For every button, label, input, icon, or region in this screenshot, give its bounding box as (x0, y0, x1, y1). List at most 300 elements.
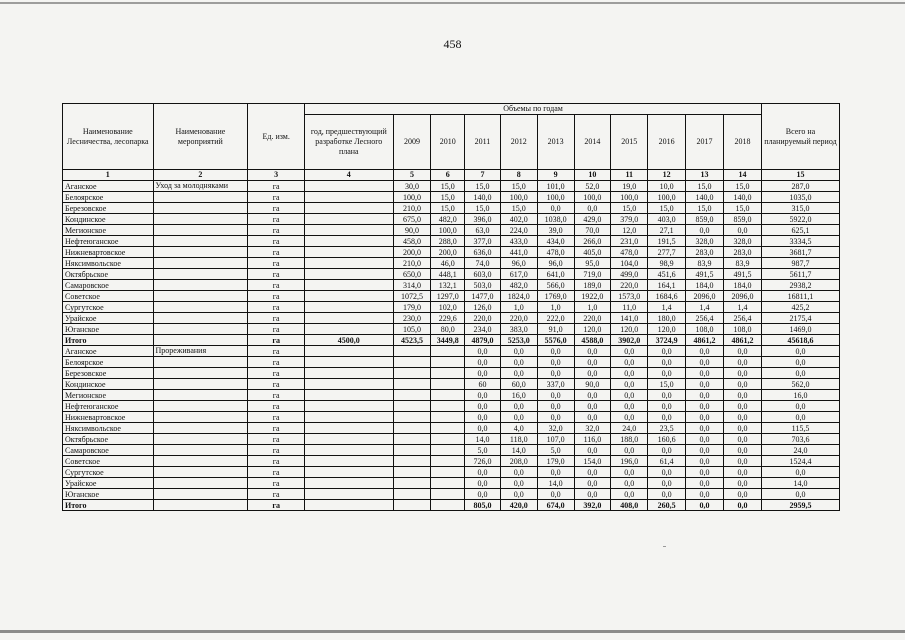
year-value: 208,0 (500, 456, 537, 467)
activity-cell (153, 401, 248, 412)
prev-year-value (305, 258, 393, 269)
forestry-name: Белоярское (63, 357, 154, 368)
prev-year-value (305, 412, 393, 423)
year-value: 0,0 (611, 401, 648, 412)
year-value: 107,0 (537, 434, 574, 445)
year-value: 0,0 (648, 357, 686, 368)
forestry-name: Нижневартовское (63, 412, 154, 423)
total-value: 2938,2 (761, 280, 839, 291)
year-value: 420,0 (500, 500, 537, 511)
col-number: 3 (248, 170, 305, 181)
prev-year-value (305, 379, 393, 390)
table-row (63, 291, 840, 302)
activity-cell (153, 324, 248, 335)
year-value: 0,0 (574, 390, 611, 401)
year-value: 1,4 (686, 302, 724, 313)
year-value: 402,0 (500, 214, 537, 225)
table-row (63, 192, 840, 203)
year-value (393, 456, 431, 467)
year-value: 1477,0 (465, 291, 501, 302)
forestry-name: Сургутское (63, 302, 154, 313)
total-value: 0,0 (761, 346, 839, 357)
year-value: 2096,0 (723, 291, 761, 302)
unit-cell: га (248, 324, 305, 335)
activity-cell (153, 467, 248, 478)
year-value: 15,0 (500, 203, 537, 214)
col-header-forestry: Наименование Лесничества, лесопарка (63, 104, 154, 170)
year-value (393, 423, 431, 434)
table-row (63, 445, 840, 456)
year-value (431, 423, 465, 434)
year-value: 405,0 (574, 247, 611, 258)
table-row (63, 379, 840, 390)
year-value: 140,0 (465, 192, 501, 203)
year-value: 164,1 (648, 280, 686, 291)
year-value: 39,0 (537, 225, 574, 236)
year-value: 90,0 (393, 225, 431, 236)
year-value: 482,0 (500, 280, 537, 291)
year-value: 126,0 (465, 302, 501, 313)
year-value: 1,0 (574, 302, 611, 313)
year-value: 674,0 (537, 500, 574, 511)
year-value (431, 434, 465, 445)
forestry-name: Урайское (63, 478, 154, 489)
col-number: 5 (393, 170, 431, 181)
year-value (393, 412, 431, 423)
year-value: 0,0 (611, 390, 648, 401)
prev-year-value (305, 368, 393, 379)
year-value: 408,0 (611, 500, 648, 511)
table-row (63, 401, 840, 412)
year-value: 14,0 (500, 445, 537, 456)
unit-cell: га (248, 478, 305, 489)
prev-year-value (305, 236, 393, 247)
year-value: 5,0 (465, 445, 501, 456)
year-value: 98,9 (648, 258, 686, 269)
year-value: 0,0 (686, 357, 724, 368)
page-edge-bottom (0, 630, 905, 633)
year-value: 196,0 (611, 456, 648, 467)
col-number: 7 (465, 170, 501, 181)
year-value: 0,0 (465, 467, 501, 478)
table-row (63, 214, 840, 225)
activity-cell (153, 445, 248, 456)
year-value: 0,0 (611, 478, 648, 489)
prev-year-value (305, 214, 393, 225)
year-value: 403,0 (648, 214, 686, 225)
year-value: 16,0 (500, 390, 537, 401)
prev-year-value (305, 280, 393, 291)
year-value: 95,0 (574, 258, 611, 269)
activity-cell (153, 236, 248, 247)
year-value: 224,0 (500, 225, 537, 236)
total-value: 1524,4 (761, 456, 839, 467)
year-value: 0,0 (574, 467, 611, 478)
year-value: 1769,0 (537, 291, 574, 302)
year-value: 1,4 (723, 302, 761, 313)
unit-cell: га (248, 258, 305, 269)
col-header-year: 2018 (723, 115, 761, 170)
prev-year-value (305, 489, 393, 500)
year-value: 1684,6 (648, 291, 686, 302)
unit-cell: га (248, 489, 305, 500)
year-value: 15,0 (500, 181, 537, 192)
total-value: 16,0 (761, 390, 839, 401)
scan-speck (663, 546, 666, 547)
unit-cell: га (248, 390, 305, 401)
activity-cell (153, 368, 248, 379)
year-value: 60 (465, 379, 501, 390)
year-value: 189,0 (574, 280, 611, 291)
col-header-year: 2011 (465, 115, 501, 170)
table-header (63, 104, 840, 181)
year-value (431, 500, 465, 511)
year-value: 15,0 (723, 203, 761, 214)
col-header-prev-year: год, предшествующий разработке Лесного плана (305, 115, 393, 170)
prev-year-value (305, 247, 393, 258)
activity-cell (153, 379, 248, 390)
year-value: 3902,0 (611, 335, 648, 346)
year-value: 0,0 (537, 489, 574, 500)
year-value: 256,4 (686, 313, 724, 324)
year-value: 0,0 (500, 478, 537, 489)
year-value: 210,0 (393, 203, 431, 214)
prev-year-value (305, 269, 393, 280)
year-value: 0,0 (574, 412, 611, 423)
year-value (431, 401, 465, 412)
col-header-year: 2012 (500, 115, 537, 170)
table-row (63, 390, 840, 401)
year-value: 0,0 (537, 203, 574, 214)
total-value: 14,0 (761, 478, 839, 489)
year-value: 0,0 (574, 478, 611, 489)
col-header-year: 2016 (648, 115, 686, 170)
year-value: 283,0 (686, 247, 724, 258)
year-value: 0,0 (500, 368, 537, 379)
year-value: 0,0 (723, 456, 761, 467)
total-value: 5611,7 (761, 269, 839, 280)
year-value: 859,0 (686, 214, 724, 225)
year-value: 0,0 (574, 346, 611, 357)
prev-year-value (305, 478, 393, 489)
year-value: 641,0 (537, 269, 574, 280)
total-value: 3681,7 (761, 247, 839, 258)
activity-cell (153, 192, 248, 203)
year-value: 0,0 (723, 346, 761, 357)
activity-cell (153, 258, 248, 269)
year-value: 0,0 (686, 368, 724, 379)
year-value (393, 346, 431, 357)
forestry-name: Самаровское (63, 280, 154, 291)
year-value: 100,0 (393, 192, 431, 203)
year-value: 458,0 (393, 236, 431, 247)
year-value: 0,0 (648, 445, 686, 456)
prev-year-value (305, 434, 393, 445)
year-value: 234,0 (465, 324, 501, 335)
year-value: 337,0 (537, 379, 574, 390)
year-value: 83,9 (686, 258, 724, 269)
year-value: 179,0 (393, 302, 431, 313)
year-value: 15,0 (431, 203, 465, 214)
year-value: 4861,2 (686, 335, 724, 346)
prev-year-value (305, 324, 393, 335)
year-value: 184,0 (723, 280, 761, 291)
year-value: 100,0 (500, 192, 537, 203)
year-value: 0,0 (723, 225, 761, 236)
year-value: 0,0 (648, 390, 686, 401)
column-number-row (63, 170, 840, 181)
year-value: 0,0 (723, 412, 761, 423)
year-value: 4861,2 (723, 335, 761, 346)
col-number: 12 (648, 170, 686, 181)
year-value: 859,0 (723, 214, 761, 225)
year-value: 603,0 (465, 269, 501, 280)
year-value: 1573,0 (611, 291, 648, 302)
year-value: 0,0 (686, 467, 724, 478)
year-value: 61,4 (648, 456, 686, 467)
col-header-year: 2017 (686, 115, 724, 170)
year-value: 0,0 (465, 390, 501, 401)
year-value (393, 434, 431, 445)
year-value: 396,0 (465, 214, 501, 225)
prev-year-value (305, 467, 393, 478)
total-value: 0,0 (761, 412, 839, 423)
year-value: 23,5 (648, 423, 686, 434)
activity-cell (153, 423, 248, 434)
activity-cell (153, 390, 248, 401)
year-value: 0,0 (537, 467, 574, 478)
year-value: 60,0 (500, 379, 537, 390)
year-value: 0,0 (537, 357, 574, 368)
year-value: 0,0 (574, 357, 611, 368)
year-value: 434,0 (537, 236, 574, 247)
year-value: 0,0 (686, 478, 724, 489)
year-value: 1,0 (500, 302, 537, 313)
year-value: 0,0 (611, 346, 648, 357)
forestry-name: Нефтеюганское (63, 401, 154, 412)
unit-cell: га (248, 357, 305, 368)
year-value: 12,0 (611, 225, 648, 236)
year-value (393, 489, 431, 500)
year-value: 0,0 (723, 478, 761, 489)
unit-cell: га (248, 335, 305, 346)
year-value: 328,0 (723, 236, 761, 247)
year-value: 100,0 (648, 192, 686, 203)
unit-cell: га (248, 346, 305, 357)
year-value: 120,0 (648, 324, 686, 335)
year-value: 90,0 (574, 379, 611, 390)
year-value: 15,0 (648, 379, 686, 390)
unit-cell: га (248, 280, 305, 291)
year-value: 191,5 (648, 236, 686, 247)
prev-year-value (305, 390, 393, 401)
prev-year-value (305, 302, 393, 313)
activity-name: Прореживания (153, 346, 248, 357)
year-value: 220,0 (611, 280, 648, 291)
prev-year-value (305, 357, 393, 368)
year-value: 392,0 (574, 500, 611, 511)
year-value: 154,0 (574, 456, 611, 467)
activity-cell (153, 500, 248, 511)
year-value: 15,0 (648, 203, 686, 214)
year-value: 0,0 (686, 401, 724, 412)
total-value: 987,7 (761, 258, 839, 269)
year-value: 0,0 (723, 401, 761, 412)
total-value: 0,0 (761, 489, 839, 500)
year-value: 104,0 (611, 258, 648, 269)
year-value: 277,7 (648, 247, 686, 258)
prev-year-value (305, 313, 393, 324)
total-value: 24,0 (761, 445, 839, 456)
total-value: 45618,6 (761, 335, 839, 346)
activity-cell (153, 456, 248, 467)
prev-year-value (305, 456, 393, 467)
year-value: 451,6 (648, 269, 686, 280)
col-number: 11 (611, 170, 648, 181)
year-value: 63,0 (465, 225, 501, 236)
year-value: 102,0 (431, 302, 465, 313)
year-value (431, 456, 465, 467)
table-row (63, 280, 840, 291)
year-value: 91,0 (537, 324, 574, 335)
year-value: 288,0 (431, 236, 465, 247)
year-value: 83,9 (723, 258, 761, 269)
year-value: 24,0 (611, 423, 648, 434)
year-value: 0,0 (500, 346, 537, 357)
activity-cell (153, 489, 248, 500)
year-value: 0,0 (537, 412, 574, 423)
unit-cell: га (248, 203, 305, 214)
forestry-name: Итого (63, 500, 154, 511)
col-header-volumes-by-year: Объемы по годам (305, 104, 762, 115)
prev-year-value (305, 225, 393, 236)
year-value: 0,0 (686, 456, 724, 467)
table-row (63, 247, 840, 258)
year-value (431, 357, 465, 368)
unit-cell: га (248, 291, 305, 302)
year-value: 3724,9 (648, 335, 686, 346)
year-value: 14,0 (537, 478, 574, 489)
prev-year-value (305, 500, 393, 511)
forestry-name: Мегионское (63, 225, 154, 236)
year-value: 0,0 (723, 390, 761, 401)
year-value: 433,0 (500, 236, 537, 247)
year-value: 101,0 (537, 181, 574, 192)
year-value (393, 478, 431, 489)
forestry-name: Октябрьское (63, 269, 154, 280)
year-value: 482,0 (431, 214, 465, 225)
year-value: 719,0 (574, 269, 611, 280)
year-value: 0,0 (500, 489, 537, 500)
year-value: 4,0 (500, 423, 537, 434)
col-number: 1 (63, 170, 154, 181)
total-value: 1469,0 (761, 324, 839, 335)
year-value: 636,0 (465, 247, 501, 258)
year-value: 52,0 (574, 181, 611, 192)
year-value (431, 478, 465, 489)
total-value: 287,0 (761, 181, 839, 192)
col-header-year: 2014 (574, 115, 611, 170)
year-value (393, 357, 431, 368)
year-value: 1,4 (648, 302, 686, 313)
year-value: 499,0 (611, 269, 648, 280)
year-value: 141,0 (611, 313, 648, 324)
year-value: 0,0 (465, 357, 501, 368)
forestry-name: Аганское (63, 346, 154, 357)
year-value: 15,0 (611, 203, 648, 214)
table-row (63, 478, 840, 489)
unit-cell: га (248, 368, 305, 379)
total-value: 3334,5 (761, 236, 839, 247)
col-header-year: 2010 (431, 115, 465, 170)
year-value (431, 379, 465, 390)
year-value: 0,0 (574, 489, 611, 500)
year-value: 0,0 (686, 390, 724, 401)
year-value: 260,5 (648, 500, 686, 511)
unit-cell: га (248, 423, 305, 434)
year-value: 0,0 (686, 346, 724, 357)
year-value: 5576,0 (537, 335, 574, 346)
unit-cell: га (248, 401, 305, 412)
table-row (63, 324, 840, 335)
year-value: 32,0 (537, 423, 574, 434)
year-value: 0,0 (611, 467, 648, 478)
table-body (63, 181, 840, 511)
unit-cell: га (248, 412, 305, 423)
year-value (431, 467, 465, 478)
year-value: 0,0 (500, 412, 537, 423)
year-value: 0,0 (500, 357, 537, 368)
year-value: 105,0 (393, 324, 431, 335)
prev-year-value (305, 445, 393, 456)
year-value (393, 401, 431, 412)
forestry-name: Юганское (63, 324, 154, 335)
year-value: 0,0 (465, 478, 501, 489)
year-value: 0,0 (537, 401, 574, 412)
col-number: 13 (686, 170, 724, 181)
forestry-name: Советское (63, 456, 154, 467)
total-value: 562,0 (761, 379, 839, 390)
year-value: 0,0 (611, 412, 648, 423)
col-header-year: 2013 (537, 115, 574, 170)
year-value: 220,0 (574, 313, 611, 324)
year-value: 328,0 (686, 236, 724, 247)
year-value: 15,0 (431, 192, 465, 203)
year-value: 32,0 (574, 423, 611, 434)
year-value: 30,0 (393, 181, 431, 192)
total-value: 0,0 (761, 467, 839, 478)
unit-cell: га (248, 445, 305, 456)
year-value: 15,0 (431, 181, 465, 192)
year-value: 0,0 (574, 368, 611, 379)
year-value: 160,6 (648, 434, 686, 445)
year-value: 14,0 (465, 434, 501, 445)
year-value: 220,0 (465, 313, 501, 324)
forestry-name: Кондинское (63, 379, 154, 390)
year-value: 200,0 (431, 247, 465, 258)
year-value: 184,0 (686, 280, 724, 291)
year-value: 0,0 (648, 401, 686, 412)
year-value: 0,0 (686, 489, 724, 500)
table-row (63, 302, 840, 313)
year-value: 0,0 (723, 379, 761, 390)
year-value: 19,0 (611, 181, 648, 192)
year-value: 0,0 (611, 357, 648, 368)
year-value: 0,0 (574, 203, 611, 214)
year-value: 118,0 (500, 434, 537, 445)
activity-name: Уход за молодняками (153, 181, 248, 192)
table-row (63, 489, 840, 500)
